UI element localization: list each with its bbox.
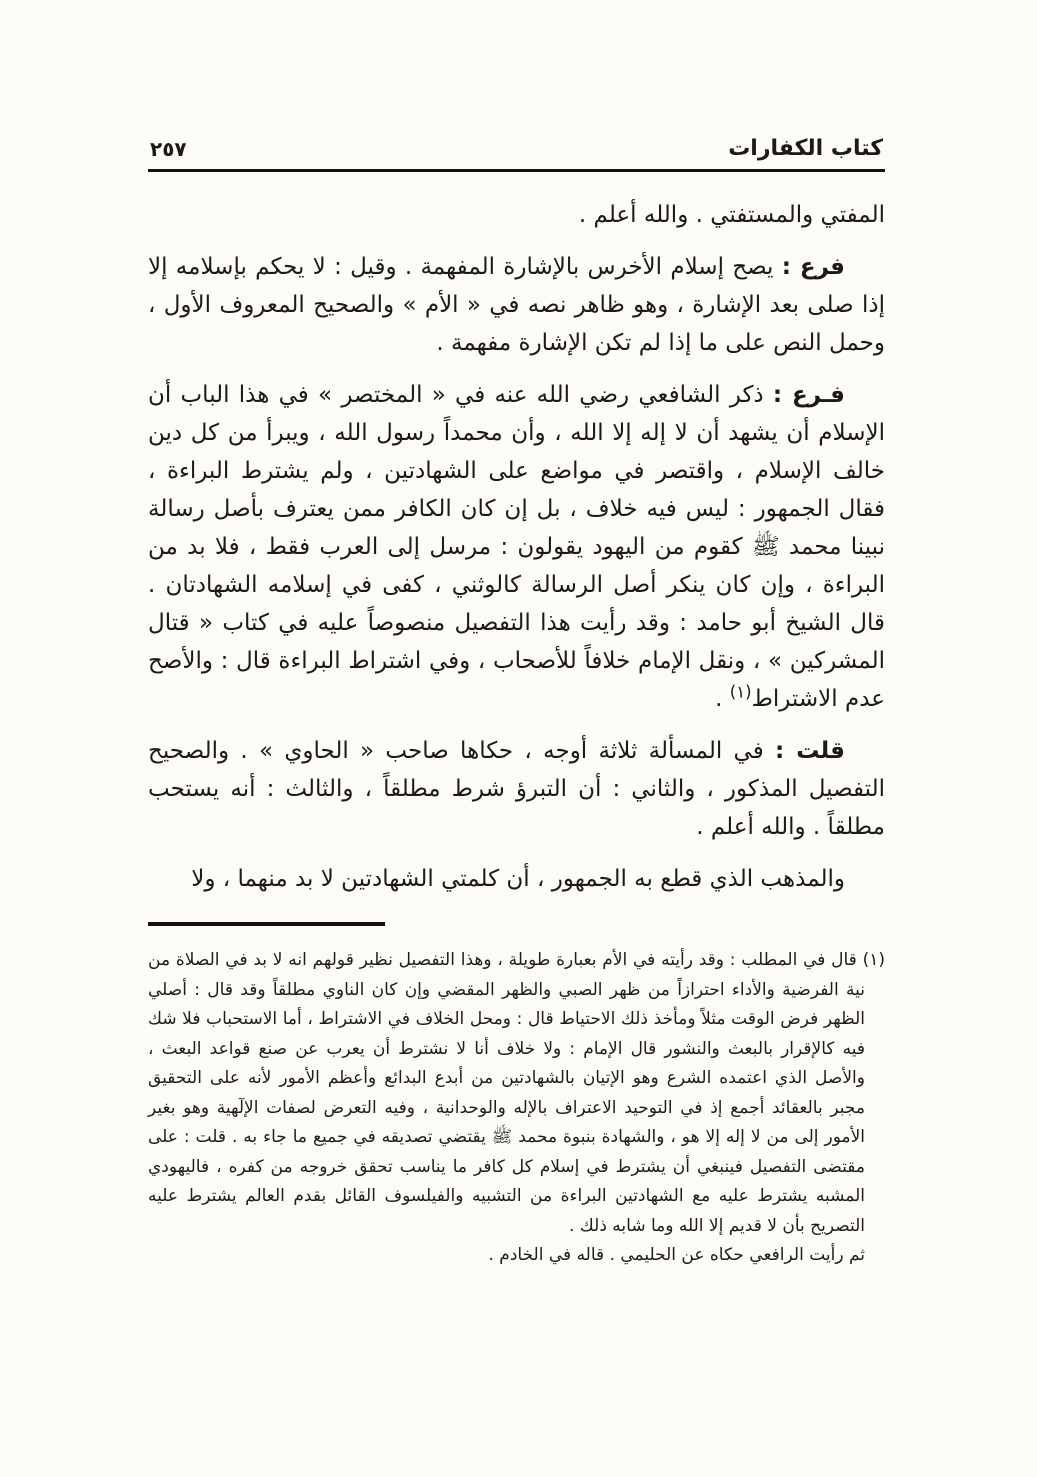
paragraph-text: في المسألة ثلاثة أوجه ، حكاها صاحب « الحاوي » . والصحيح التفصيل المذكور ، والثاني : أن التبرؤ شرط مطلقاً ، والثالث : أنه يستحب مطلقاً . والله أعلم .: [148, 738, 885, 840]
footnote-reference-marker: (١): [729, 682, 752, 702]
paragraph-text: يصح إسلام الأخرس بالإشارة المفهمة . وقيل : لا يحكم بإسلامه إلا إذا صلى بعد الإشارة ، وهو ظاهر نصه في « الأم » والصحيح المعروف الأول ، وحمل النص على ما إذا لم تكن الإشارة مفهمة .: [148, 254, 885, 356]
paragraph-qultu: [148, 732, 885, 846]
paragraph-text-tail: .: [715, 686, 730, 712]
page-content: [148, 136, 885, 1271]
footnote-block: [148, 946, 885, 1271]
paragraph-text: المفتي والمستفتي . والله أعلم .: [578, 202, 885, 228]
paragraph-continuation: [148, 196, 885, 234]
page-header: [148, 136, 885, 169]
paragraph-lead: فرع :: [781, 254, 845, 280]
paragraph-far: [148, 376, 885, 718]
footnote-text: (١) قال في المطلب : وقد رأيته في الأم بعبارة طويلة ، وهذا التفصيل نظير قولهم انه لا بد في الصلاة من نية الفرضية والأداء احترازاً من ظهر الصبي والظهر المقضي وإن كان الناوي مطلقاً وقد قال : أصلي الظهر فرض الوقت مثلاً ومأخذ ذلك الاحتياط قال : ومحل الخلاف في الاشتراط ، أما الاستحباب فلا شك فيه كالإقرار بالبعث والنشور قال الإمام : ولا خلاف أنا لا نشترط أن يعرب عن صنع قواعد البعث ، والأصل الذي اعتمده الشرع وهو الإتيان بالشهادتين من أبدع البدائع وأعظم الأمور لأنه على التحقيق مجبر بالعقائد أجمع إذ في التوحيد الاعتراف بالإله والوحدانية ، وفيه التعرض لصفات الإلٓهية وهو بغير الأمور إلى من لا إله إلا هو ، والشهادة بنبوة محمد ﷺ يقتضي تصديقه في جميع ما جاء به . قلت : على مقتضى التفصيل فينبغي أن يشترط في إسلام كل كافر ما يناسب تحقق خروجه من كفره ، فاليهودي المشبه يشترط عليه مع الشهادتين البراءة من التشبيه والفيلسوف القائل بقدم العالم يشترط عليه التصريح بأن لا قديم إلا الله وما شابه ذلك .: [148, 950, 885, 1236]
paragraph-text: والمذهب الذي قطع به الجمهور ، أن كلمتي الشهادتين لا بد منهما ، ولا: [191, 866, 845, 892]
page-number: ٢٥٧: [150, 137, 187, 161]
chapter-title: كتاب الكفارات: [728, 136, 883, 161]
footnote-last-line: ثم رأيت الرافعي حكاه عن الحليمي . قاله في الخادم .: [488, 1245, 865, 1265]
paragraph-text: ذكر الشافعي رضي الله عنه في « المختصر » في هذا الباب أن الإسلام أن يشهد أن لا إله إلا الله ، وأن محمداً رسول الله ، ويبرأ من كل دين خالف الإسلام ، واقتصر في مواضع على الشهادتين ، ولم يشترط البراءة ، فقال الجمهور : ليس فيه خلاف ، بل إن كان الكافر ممن يعترف بأصل رسالة نبينا محمد ﷺ كقوم من اليهود يقولون : مرسل إلى العرب فقط ، فلا بد من البراءة ، وإن كان ينكر أصل الرسالة كالوثني ، كفى في إسلامه الشهادتان . قال الشيخ أبو حامد : وقد رأيت هذا التفصيل منصوصاً عليه في كتاب « قتال المشركين » ، ونقل الإمام خلافاً للأصحاب ، وفي اشتراط البراءة قال : والأصح عدم الاشتراط: [148, 382, 885, 712]
paragraph-far: [148, 248, 885, 362]
footnote-separator-rule: [148, 922, 385, 926]
paragraph-lead: فـرع :: [772, 382, 845, 408]
paragraph-madhhab: [148, 860, 885, 898]
paragraph-lead: قلت :: [775, 738, 845, 764]
header-rule: [148, 169, 885, 172]
main-text-block: [148, 196, 885, 898]
